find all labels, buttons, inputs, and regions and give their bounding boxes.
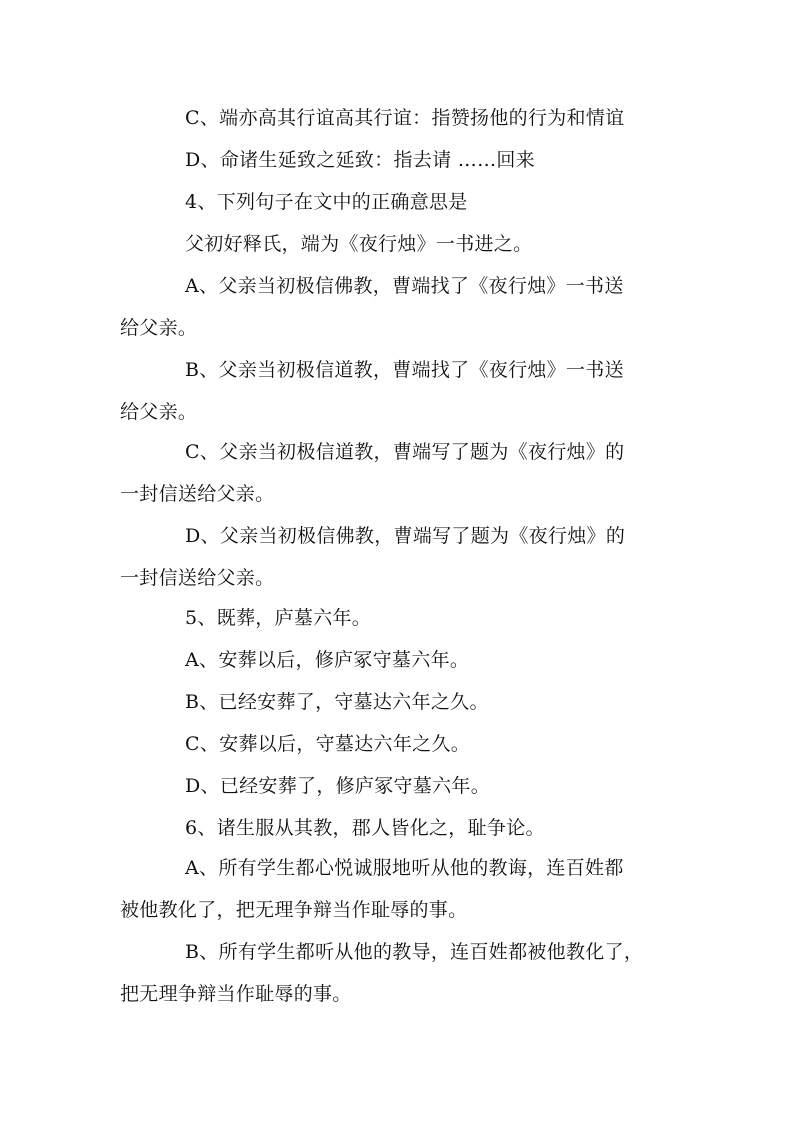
q6-option-b-line2: 把无理争辩当作耻辱的事。 <box>120 983 352 1005</box>
q4-option-c-line1: C、父亲当初极信道教，曹端写了题为《夜行烛》的 <box>185 441 625 463</box>
q5-option-c: C、安葬以后，守墓达六年之久。 <box>185 733 471 755</box>
q6-stem: 6、诸生服从其教，郡人皆化之，耻争论。 <box>185 817 545 839</box>
q5-option-d: D、已经安葬了，修庐冢守墓六年。 <box>185 775 491 797</box>
q5-option-b: B、已经安葬了，守墓达六年之久。 <box>185 691 489 713</box>
q5-option-a: A、安葬以后，修庐冢守墓六年。 <box>185 649 470 671</box>
q6-option-b-line1: B、所有学生都听从他的教导，连百姓都被他教化了， <box>185 941 644 963</box>
q3-option-d: D、命诸生延致之延致：指去请 ……回来 <box>185 149 535 171</box>
q4-option-c-line2: 一封信送给父亲。 <box>120 483 275 505</box>
q4-option-a-line2: 给父亲。 <box>120 317 198 339</box>
q3-option-c: C、端亦高其行谊高其行谊：指赞扬他的行为和情谊 <box>185 107 625 129</box>
q4-option-b-line1: B、父亲当初极信道教，曹端找了《夜行烛》一书送 <box>185 359 624 381</box>
q4-sentence: 父初好释氏，端为《夜行烛》一书进之。 <box>185 233 533 255</box>
q4-option-d-line1: D、父亲当初极信佛教，曹端写了题为《夜行烛》的 <box>185 525 626 547</box>
q4-option-b-line2: 给父亲。 <box>120 401 198 423</box>
q6-option-a-line1: A、所有学生都心悦诚服地听从他的教诲，连百姓都 <box>185 857 624 879</box>
q6-option-a-line2: 被他教化了，把无理争辩当作耻辱的事。 <box>120 899 468 921</box>
q4-stem: 4、下列句子在文中的正确意思是 <box>185 191 468 213</box>
q4-option-a-line1: A、父亲当初极信佛教，曹端找了《夜行烛》一书送 <box>185 275 624 297</box>
q4-option-d-line2: 一封信送给父亲。 <box>120 567 275 589</box>
q5-stem: 5、既葬，庐墓六年。 <box>185 607 372 629</box>
